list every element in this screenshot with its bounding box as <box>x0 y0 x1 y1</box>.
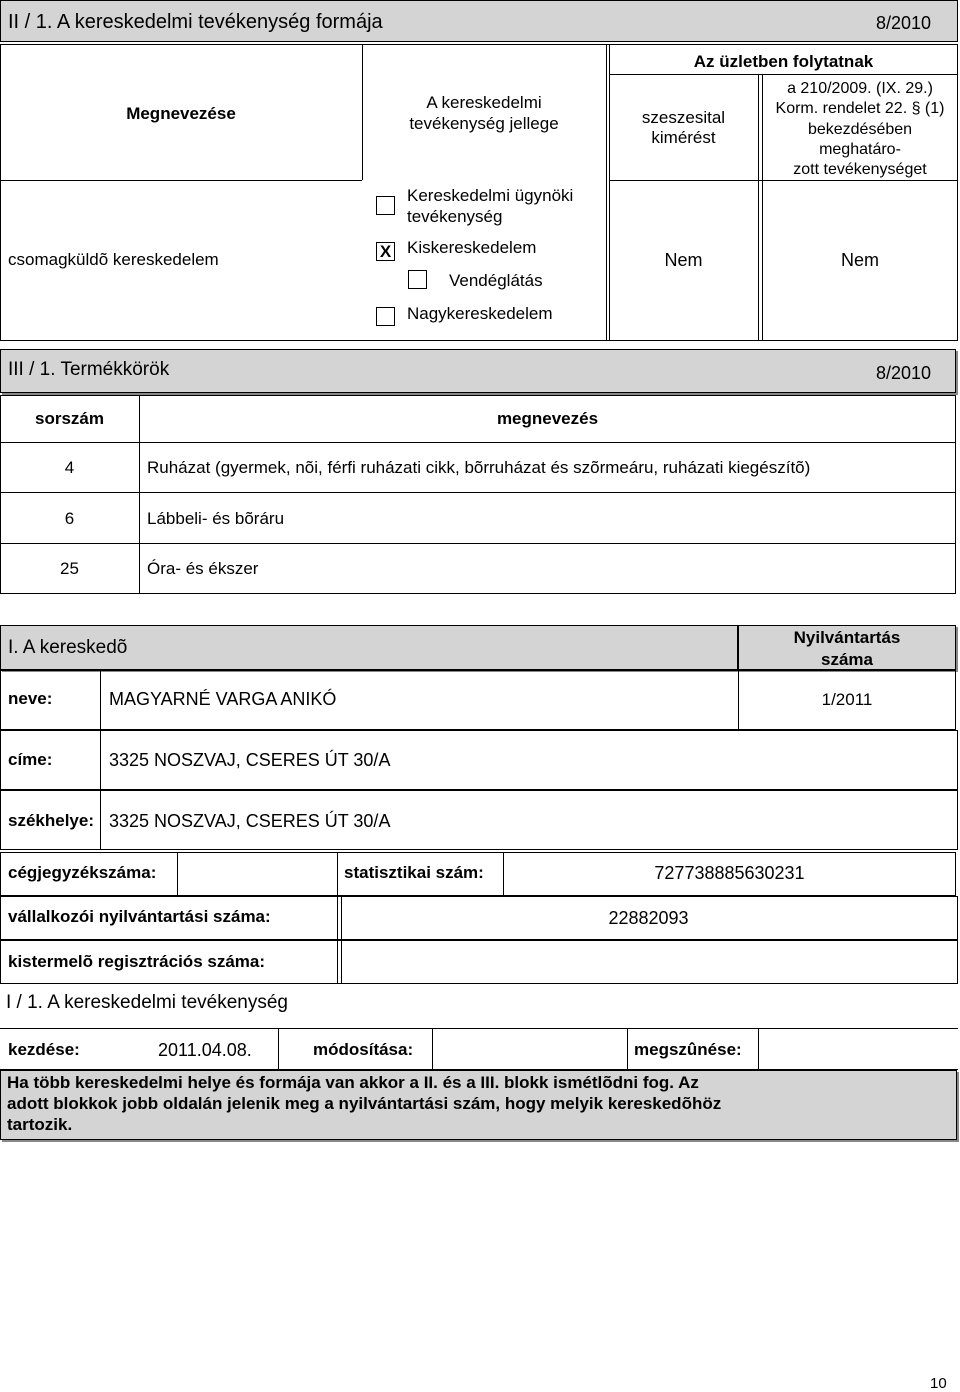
divider <box>100 730 101 790</box>
product-row-name: Ruházat (gyermek, nõi, férfi ruházati cikk, bõrruházat és szõrmeáru, ruházati kiegészítõ) <box>147 458 811 477</box>
option-checkbox-wholesale[interactable] <box>376 307 395 326</box>
divider <box>278 1028 279 1070</box>
col-alcohol-header-line1: szeszesital <box>641 108 726 127</box>
option-checkbox-retail[interactable]: X <box>376 242 395 261</box>
product-row-num: 25 <box>60 559 79 578</box>
trader-title: I. A kereskedõ <box>8 637 128 658</box>
divider <box>0 543 956 544</box>
note-line1: Ha több kereskedelmi helye és formája van akkor a II. és a III. blokk ismétlõdni fog. Az <box>7 1073 699 1092</box>
divider <box>177 852 178 896</box>
address-label: címe: <box>8 750 53 769</box>
col-name-header: Megnevezése <box>126 104 236 123</box>
registration-number: 1/2011 <box>821 690 873 709</box>
col-type-header-line1: A kereskedelmi <box>426 93 542 112</box>
option-checkbox-agent[interactable] <box>376 196 395 215</box>
stat-value: 727738885630231 <box>654 863 805 883</box>
col-num-header: sorszám <box>35 409 104 428</box>
divider <box>432 1028 433 1070</box>
divider <box>100 670 101 730</box>
option-label-catering: Vendéglátás <box>449 271 543 290</box>
divider <box>627 1028 628 1070</box>
divider <box>0 492 956 493</box>
stat-label: statisztikai szám: <box>344 863 484 882</box>
modified-label: módosítása: <box>313 1040 414 1059</box>
page-number: 10 <box>930 1375 947 1392</box>
col-other-header-line2: Korm. rendelet 22. § (1) <box>775 100 945 117</box>
option-label-agent: Kereskedelmi ügynöki <box>407 186 574 205</box>
registration-header-line1: Nyilvántartás <box>793 628 901 647</box>
ended-label: megszûnése: <box>634 1040 742 1059</box>
col-other-header-line4: meghatáro- <box>819 141 901 158</box>
product-row-name: Óra- és ékszer <box>147 559 259 578</box>
section3-title: III / 1. Termékkörök <box>8 359 170 380</box>
row-activity-name: csomagküldõ kereskedelem <box>8 250 219 269</box>
start-value: 2011.04.08. <box>158 1040 252 1060</box>
product-row-num: 4 <box>64 458 75 477</box>
address-value: 3325 NOSZVAJ, CSERES ÚT 30/A <box>109 750 391 770</box>
col-alcohol-header-line2: kimérést <box>651 128 716 147</box>
option-label-wholesale: Nagykereskedelem <box>407 304 553 323</box>
producer-label: kistermelõ regisztrációs száma: <box>8 952 266 971</box>
option-checkbox-catering[interactable] <box>408 270 427 289</box>
col-other-header-line3: bekezdésében <box>807 121 913 138</box>
divider <box>609 180 958 181</box>
divider <box>0 442 956 443</box>
activity-dates-row <box>0 1028 958 1070</box>
divider <box>609 44 610 341</box>
entrepreneur-label: vállalkozói nyilvántartási száma: <box>8 907 271 926</box>
col-type-header-line2: tevékenység jellege <box>409 114 559 133</box>
other-activity-value: Nem <box>840 250 879 270</box>
seat-value: 3325 NOSZVAJ, CSERES ÚT 30/A <box>109 811 391 831</box>
note-line2: adott blokkok jobb oldalán jelenik meg a nyilvántartási szám, hogy melyik kereskedõhöz <box>7 1094 722 1113</box>
name-value: MAGYARNÉ VARGA ANIKÓ <box>109 689 337 709</box>
option-label-agent-line2: tevékenység <box>407 207 503 226</box>
entrepreneur-value: 22882093 <box>608 908 689 928</box>
col-other-header-line5: zott tevékenységet <box>793 161 927 178</box>
note-line3: tartozik. <box>7 1115 73 1134</box>
col-product-header: megnevezés <box>496 409 599 428</box>
product-row-name: Lábbeli- és bõráru <box>147 509 285 528</box>
seat-label: székhelye: <box>8 811 94 830</box>
divider <box>100 790 101 850</box>
section2-title: II / 1. A kereskedelmi tevékenység formája <box>8 11 383 33</box>
product-row-num: 6 <box>64 509 75 528</box>
divider <box>758 1028 759 1070</box>
divider <box>606 44 607 341</box>
registration-header-line2: száma <box>821 650 873 669</box>
section3-date: 8/2010 <box>876 363 932 383</box>
section2-date: 8/2010 <box>876 13 932 33</box>
divider <box>0 180 362 181</box>
option-label-retail: Kiskereskedelem <box>407 238 537 257</box>
col-shop-header: Az üzletben folytatnak <box>693 52 874 71</box>
divider <box>337 852 338 896</box>
divider <box>758 74 759 341</box>
name-label: neve: <box>8 689 53 708</box>
start-label: kezdése: <box>8 1040 80 1059</box>
col-other-header-line1: a 210/2009. (IX. 29.) <box>787 80 933 97</box>
activity-title: I / 1. A kereskedelmi tevékenység <box>6 992 288 1013</box>
divider <box>609 74 958 75</box>
alcohol-value: Nem <box>664 250 703 270</box>
company-reg-label: cégjegyzékszáma: <box>8 863 157 882</box>
